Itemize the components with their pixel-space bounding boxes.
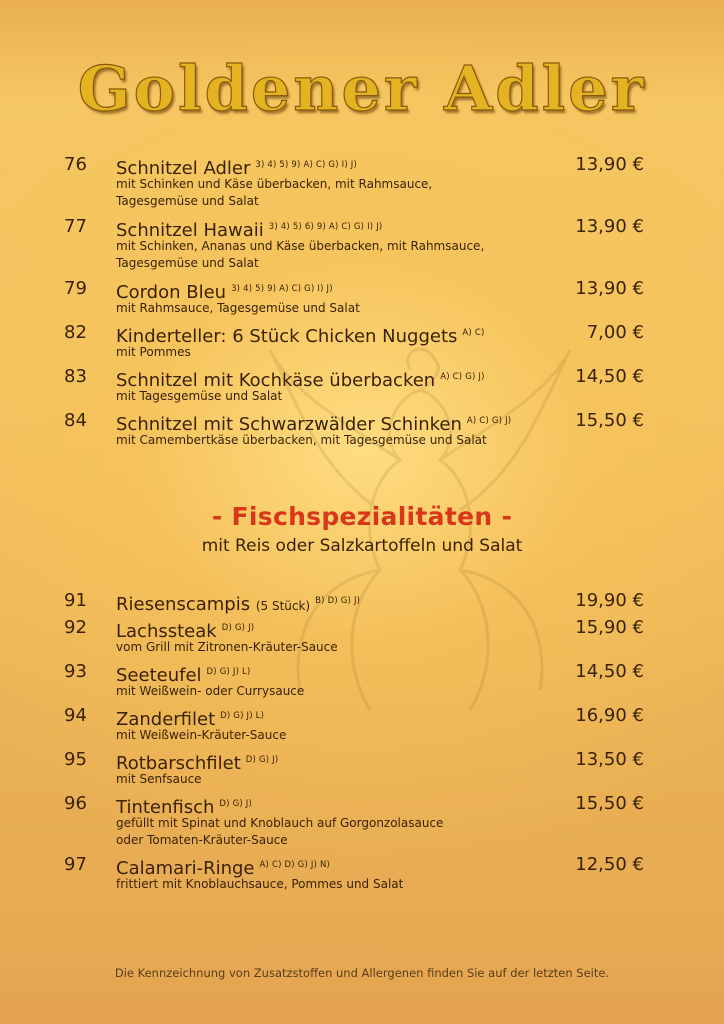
item-quantity: (5 Stück) [255,599,311,613]
allergen-codes: A) C) G) J) [466,416,512,426]
desc-line: mit Camembertkäse überbacken, mit Tagesgemüse und Salat [116,433,487,447]
item-description [116,639,338,656]
item-price: 12,50 € [575,854,644,875]
item-price: 14,50 € [575,366,644,387]
item-name-line [116,590,360,617]
allergen-codes: 3) 4) 5) 9) A) C) G) I) J) [255,160,357,170]
item-description [116,771,202,788]
item-number: 92 [64,617,87,638]
allergen-codes: A) C) D) G) J) N) [259,860,331,870]
item-price: 16,90 € [575,705,644,726]
section-title: - Fischspezialitäten - [211,502,513,531]
item-number: 96 [64,793,87,814]
desc-line: mit Schinken, Ananas und Käse überbacken, mit Rahmsauce, [116,239,485,253]
item-name: Schnitzel Hawaii [116,220,264,241]
item-description [116,300,360,317]
item-price: 19,90 € [575,590,644,611]
item-description [116,683,304,700]
allergen-codes: D) G) J) [221,623,255,633]
allergen-codes: 3) 4) 5) 9) A) C) G) I) J) [231,284,333,294]
item-number: 94 [64,705,87,726]
item-price: 7,00 € [586,322,644,343]
item-name: Seeteufel [116,665,202,686]
section-subtitle: mit Reis oder Salzkartoffeln und Salat [201,536,523,556]
item-name: Schnitzel mit Schwarzwälder Schinken [116,414,462,435]
desc-line: vom Grill mit Zitronen-Kräuter-Sauce [116,640,338,654]
item-number: 97 [64,854,87,875]
item-name: Cordon Bleu [116,282,227,303]
item-description [116,727,286,744]
item-description [116,432,487,449]
item-price: 15,90 € [575,617,644,638]
desc-line: oder Tomaten-Kräuter-Sauce [116,833,288,847]
desc-line: mit Rahmsauce, Tagesgemüse und Salat [116,301,360,315]
item-description [116,815,443,849]
allergen-codes: 3) 4) 5) 6) 9) A) C) G) I) J) [268,222,383,232]
desc-line: Tagesgemüse und Salat [116,256,259,270]
item-number: 95 [64,749,87,770]
item-name: Schnitzel Adler [116,158,251,179]
item-description [116,176,432,210]
item-number: 93 [64,661,87,682]
desc-line: mit Tagesgemüse und Salat [116,389,283,403]
desc-line: frittiert mit Knoblauchsauce, Pommes und Salat [116,877,404,891]
item-price: 13,90 € [575,154,644,175]
item-number: 83 [64,366,87,387]
item-name: Tintenfisch [116,797,215,818]
allergen-footnote: Die Kennzeichnung von Zusatzstoffen und Allergenen finden Sie auf der letzten Seite. [114,966,610,980]
desc-line: mit Pommes [116,345,191,359]
item-name: Calamari-Ringe [116,858,255,879]
item-price: 15,50 € [575,793,644,814]
desc-line: gefüllt mit Spinat und Knoblauch auf Gorgonzolasauce [116,816,444,830]
item-name: Riesenscampis [116,594,251,615]
item-number: 76 [64,154,87,175]
desc-line: mit Schinken und Käse überbacken, mit Rahmsauce, [116,177,433,191]
item-name: Lachssteak [116,621,217,642]
allergen-codes: A) C) G) J) [440,372,485,382]
item-description [116,876,403,893]
item-number: 91 [64,590,87,611]
item-number: 84 [64,410,87,431]
item-description [116,344,191,361]
item-name: Kinderteller: 6 Stück Chicken Nuggets [116,326,458,347]
item-name: Zanderfilet [116,709,216,730]
item-name: Schnitzel mit Kochkäse überbacken [116,370,436,391]
desc-line: Tagesgemüse und Salat [116,194,259,208]
allergen-codes: D) G) J) [219,799,253,809]
item-description [116,388,282,405]
item-number: 77 [64,216,87,237]
allergen-codes: D) G) J) L) [220,711,265,721]
item-price: 13,90 € [575,216,644,237]
item-price: 15,50 € [575,410,644,431]
allergen-codes: B) D) G) J) [315,596,361,606]
item-name: Rotbarschfilet [116,753,241,774]
item-price: 14,50 € [575,661,644,682]
desc-line: mit Weißwein-Kräuter-Sauce [116,728,287,742]
item-description [116,238,484,272]
desc-line: mit Senfsauce [116,772,202,786]
allergen-codes: D) G) J) L) [206,667,251,677]
item-price: 13,90 € [575,278,644,299]
item-number: 82 [64,322,87,343]
desc-line: mit Weißwein- oder Currysauce [116,684,305,698]
item-number: 79 [64,278,87,299]
restaurant-title: Goldener Adler [77,52,647,125]
allergen-codes: D) G) J) [245,755,279,765]
allergen-codes: A) C) [462,328,485,338]
item-price: 13,50 € [575,749,644,770]
